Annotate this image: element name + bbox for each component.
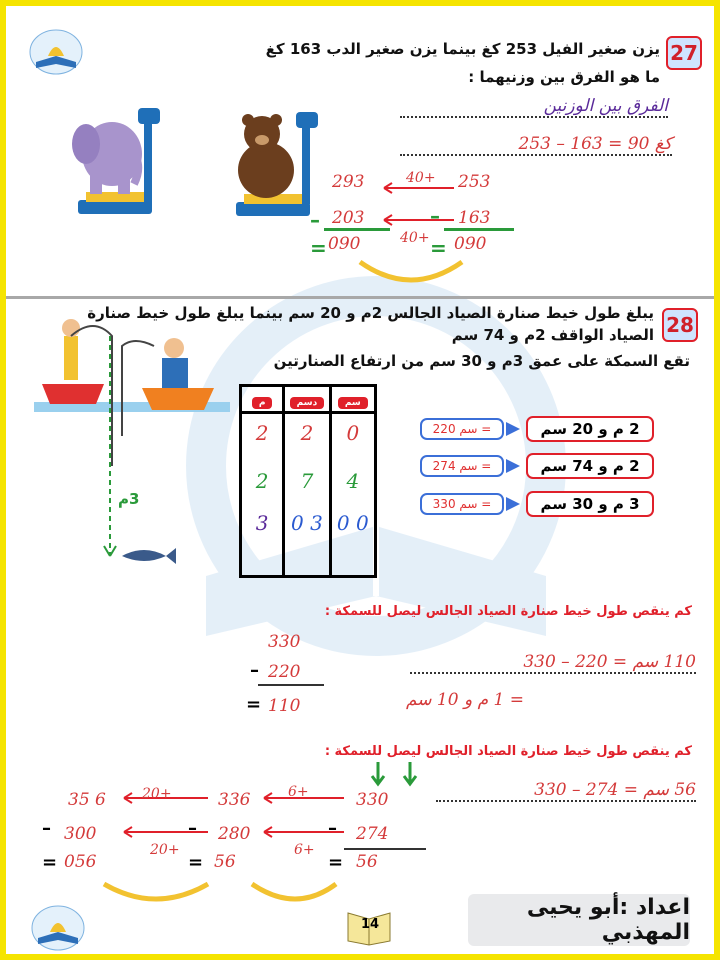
sub2-col3-line xyxy=(344,848,426,850)
table-col-dm: 2 7 0 3 xyxy=(284,413,330,577)
sub2-col1-top: 35 6 xyxy=(68,790,106,810)
sub2-arrow-label-3: 20+ xyxy=(150,842,180,858)
minus-sign: – xyxy=(430,204,440,228)
sub2-smile-curves xyxy=(100,880,340,908)
minus-sign: – xyxy=(42,818,51,839)
q27-calc-left-mid: 203 xyxy=(332,208,365,228)
table-col-m: 2 2 3 xyxy=(241,413,284,577)
measure-option-1: 2 م و 20 سم xyxy=(526,416,654,442)
sub2-col3-top: 330 xyxy=(356,790,389,810)
sub2-col2-top: 336 xyxy=(218,790,251,810)
measure-option-2: 2 م و 74 سم xyxy=(526,453,654,479)
sub1-calc-bottom: 110 xyxy=(268,696,301,716)
fishermen-illustration xyxy=(34,306,230,576)
unit-conversion-table xyxy=(239,384,377,578)
sub2-arrow-label-4: 6+ xyxy=(294,842,315,858)
q27-arrow-label-top: 40+ xyxy=(406,170,436,186)
sub2-arrow-label-2: 6+ xyxy=(288,784,309,800)
elephant-on-scale-illustration xyxy=(64,104,174,224)
section-divider xyxy=(6,296,714,299)
q28-line1: يبلغ طول خيط صنارة الصياد الجالس 2م و 20 سم بينما يبلغ طول خيط صنارة xyxy=(87,304,654,322)
sub1-result: = 1 م و 10 سم xyxy=(405,690,524,710)
author-credit: اعداد :أبو يحيى المهذبي xyxy=(468,894,690,946)
table-header-m: م xyxy=(241,386,284,413)
sub2-col2-mid: 280 xyxy=(218,824,251,844)
q27-calc-right-bottom: 090 xyxy=(454,234,487,254)
sub1-calc-mid: 220 xyxy=(268,662,301,682)
q27-smile-curve xyxy=(356,258,466,288)
answer-box-1: 220 سم = xyxy=(420,418,504,440)
equals-sign: = xyxy=(246,694,262,715)
equals-sign: = xyxy=(42,852,58,873)
bear-on-scale-illustration xyxy=(226,106,336,224)
answer-box-2: 274 سم = xyxy=(420,455,504,477)
measure-option-3: 3 م و 30 سم xyxy=(526,491,654,517)
q28-line2: الصياد الواقف 2م و 74 سم xyxy=(451,326,654,344)
sub1-calc-line xyxy=(258,684,324,686)
sub2-col3-mid: 274 xyxy=(356,824,389,844)
school-logo-top xyxy=(26,26,86,78)
q27-line2: ما هو الفرق بين وزنيهما : xyxy=(468,68,660,86)
q27-hw-equation: كغ 90 = 163 – 253 xyxy=(400,134,672,156)
minus-sign: – xyxy=(310,208,320,232)
sub2-col1-mid: 300 xyxy=(64,824,97,844)
q27-line1: يزن صغير الفيل 253 كغ بينما يزن صغير الدب 163 كغ xyxy=(265,40,660,58)
sub2-col3-bottom: 56 xyxy=(356,852,378,872)
q27-calc-right-top: 253 xyxy=(458,172,491,192)
school-logo-bottom xyxy=(28,902,88,954)
q27-calc-left-bottom: 090 xyxy=(328,234,361,254)
sub2-col1-bottom: 056 xyxy=(64,852,97,872)
q28-depth-label: 3م xyxy=(118,490,140,508)
table-col-cm: 0 4 0 0 xyxy=(330,413,375,577)
sub2-arrow-label-1: 20+ xyxy=(142,786,172,802)
table-header-dm: دسم xyxy=(284,386,330,413)
sub-question-1: كم ينقص طول خيط صنارة الصياد الجالس ليصل للسمكة : xyxy=(324,604,692,619)
minus-sign: – xyxy=(250,660,259,681)
q28-line3: تقع السمكة على عمق 3م و 30 سم من ارتفاع الصنارتين xyxy=(273,352,690,370)
down-arrows-icon xyxy=(366,762,426,788)
q27-hw-heading: الفرق بين الوزنين xyxy=(400,96,668,118)
sub2-equation: 56 سم = 274 – 330 xyxy=(436,780,696,802)
sub1-equation: 110 سم = 220 – 330 xyxy=(410,652,696,674)
question-number-27: 27 xyxy=(666,36,702,70)
equals-sign: = xyxy=(430,236,447,260)
q27-arrow-label-mid: 40+ xyxy=(400,230,430,246)
equals-sign: = xyxy=(188,852,204,873)
sub-question-2: كم ينقص طول خيط صنارة الصياد الجالس ليصل للسمكة : xyxy=(324,744,692,759)
q27-calc-right-mid: 163 xyxy=(458,208,491,228)
equals-sign: = xyxy=(310,236,327,260)
minus-sign: – xyxy=(328,818,337,839)
page-number: 14 xyxy=(360,916,380,932)
answer-box-3: 330 سم = xyxy=(420,493,504,515)
question-number-28: 28 xyxy=(662,308,698,342)
minus-sign: – xyxy=(188,818,197,839)
table-header-cm: سم xyxy=(330,386,375,413)
sub2-col2-bottom: 56 xyxy=(214,852,236,872)
equals-sign: = xyxy=(328,852,344,873)
q27-calc-left-top: 293 xyxy=(332,172,365,192)
sub1-calc-top: 330 xyxy=(268,632,301,652)
q27-calc-right-line xyxy=(444,228,514,231)
